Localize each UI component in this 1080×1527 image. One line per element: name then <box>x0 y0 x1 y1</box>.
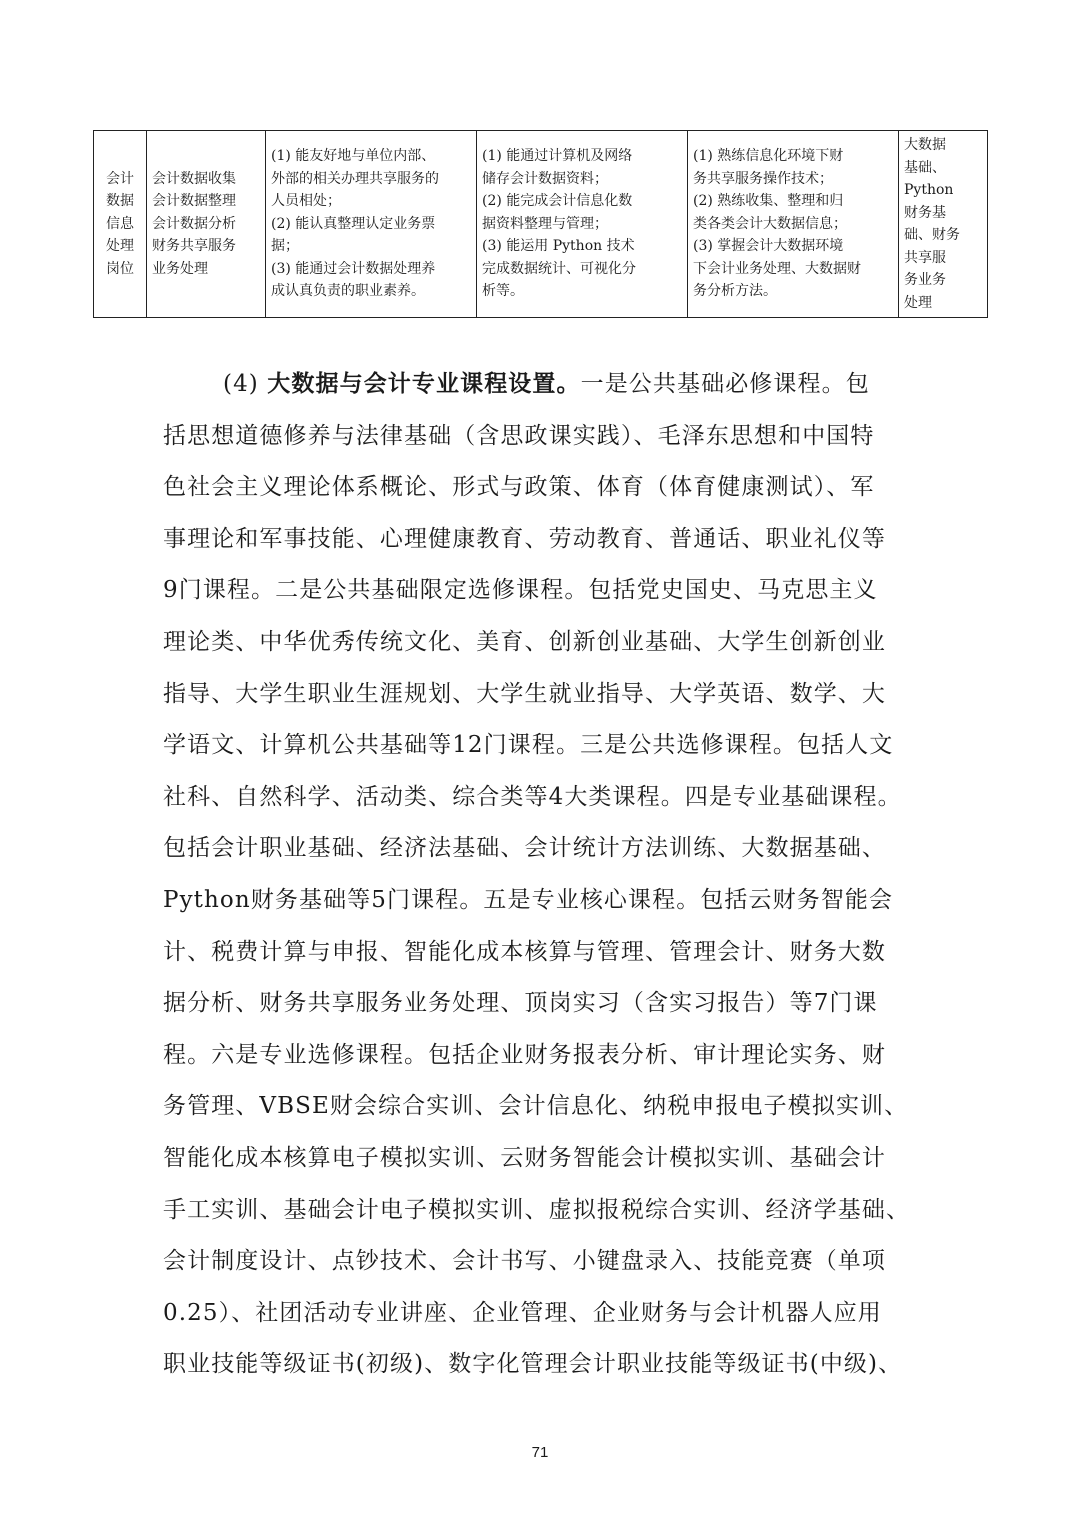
page-number: 71 <box>531 1444 549 1461</box>
text-line: 事理论和军事技能、心理健康教育、劳动教育、普通话、职业礼仪等 <box>163 525 886 552</box>
post-line: 数据 <box>106 193 134 210</box>
text-line: 学语文、计算机公共基础等12门课程。三是公共选修课程。包括人文 <box>163 732 894 759</box>
ability-cell <box>477 131 688 318</box>
task-line: 财务共享服务 <box>152 238 236 255</box>
text-line: 包括会计职业基础、经济法基础、会计统计方法训练、大数据基础、 <box>163 835 886 862</box>
quality-line: 外部的相关办理共享服务的 <box>271 170 439 187</box>
text-line: 计、税费计算与申报、智能化成本核算与管理、管理会计、财务大数 <box>163 938 886 965</box>
course-line: 务业务 <box>904 272 946 288</box>
courses-cell <box>899 131 988 318</box>
text-line: 智能化成本核算电子模拟实训、云财务智能会计模拟实训、基础会计 <box>163 1144 886 1171</box>
text-line: 括思想道德修养与法律基础（含思政课实践）、毛泽东思想和中国特 <box>163 422 875 449</box>
course-line: 基础、 <box>904 159 946 176</box>
ability-line: 据资料整理与管理； <box>482 215 608 232</box>
course-line: 财务基 <box>904 204 946 221</box>
competency-table <box>93 130 988 318</box>
quality-line: 据； <box>271 238 299 255</box>
task-line: 会计数据收集 <box>152 170 236 187</box>
course-line: Python <box>904 182 954 198</box>
text-line: 0.25）、社团活动专业讲座、企业管理、企业财务与会计机器人应用 <box>163 1299 882 1326</box>
quality-cell <box>266 131 477 318</box>
ability-line: (1) 能通过计算机及网络 <box>482 148 633 165</box>
quality-line: (3) 能通过会计数据处理养 <box>271 260 436 277</box>
task-line: 会计数据分析 <box>152 215 236 232</box>
ability-line: (3) 能运用 Python 技术 <box>482 238 635 255</box>
knowledge-line: (3) 掌握会计大数据环境 <box>693 238 844 255</box>
knowledge-line: 类各类会计大数据信息； <box>693 215 847 232</box>
course-line: 共享服 <box>904 249 946 266</box>
heading-number: (4) <box>223 371 268 397</box>
text-line: 社科、自然科学、活动类、综合类等4大类课程。四是专业基础课程。 <box>163 783 902 810</box>
table-row <box>94 131 988 318</box>
paragraph-first-line <box>163 358 923 411</box>
text-line: 据分析、财务共享服务业务处理、顶岗实习（含实习报告）等7门课 <box>163 990 878 1017</box>
course-line: 础、财务 <box>904 227 960 243</box>
post-line: 会计 <box>106 170 134 187</box>
knowledge-cell <box>688 131 899 318</box>
tasks-cell <box>147 131 266 318</box>
text-line: Python财务基础等5门课程。五是专业核心课程。包括云财务智能会 <box>163 886 894 913</box>
body-paragraph <box>163 358 923 1391</box>
ability-line: 储存会计数据资料； <box>482 170 608 187</box>
text-line: 9门课程。二是公共基础限定选修课程。包括党史国史、马克思主义 <box>163 577 878 604</box>
quality-line: 成认真负责的职业素养。 <box>271 283 425 300</box>
section-heading: 大数据与会计专业课程设置。 <box>267 370 581 397</box>
task-line: 会计数据整理 <box>152 193 236 210</box>
post-line: 岗位 <box>106 260 134 277</box>
text-line: 一是公共基础必修课程。包 <box>580 371 870 397</box>
knowledge-line: (1) 熟练信息化环境下财 <box>693 148 844 165</box>
course-line: 大数据 <box>904 137 946 153</box>
text-line: 程。六是专业选修课程。包括企业财务报表分析、审计理论实务、财 <box>163 1041 886 1068</box>
text-line: 务管理、VBSE财会综合实训、会计信息化、纳税申报电子模拟实训、 <box>163 1093 909 1120</box>
text-line: 色社会主义理论体系概论、形式与政策、体育（体育健康测试）、军 <box>163 474 875 501</box>
ability-line: (2) 能完成会计信息化数 <box>482 193 633 210</box>
post-cell <box>94 131 147 318</box>
ability-line: 完成数据统计、可视化分 <box>482 260 636 277</box>
post-line: 信息 <box>106 215 134 232</box>
quality-line: 人员相处； <box>271 193 341 210</box>
task-line: 业务处理 <box>152 260 208 277</box>
quality-line: (2) 能认真整理认定业务票 <box>271 215 436 232</box>
ability-line: 析等。 <box>482 283 524 300</box>
course-line: 处理 <box>904 294 932 311</box>
knowledge-line: (2) 熟练收集、整理和归 <box>693 193 844 210</box>
knowledge-line: 务共享服务操作技术； <box>693 170 833 187</box>
quality-line: (1) 能友好地与单位内部、 <box>271 148 436 165</box>
knowledge-line: 下会计业务处理、大数据财 <box>693 260 861 277</box>
knowledge-line: 务分析方法。 <box>693 283 777 300</box>
text-line: 会计制度设计、点钞技术、会计书写、小键盘录入、技能竞赛（单项 <box>163 1248 886 1275</box>
text-line: 职业技能等级证书(初级)、数字化管理会计职业技能等级证书(中级)、 <box>163 1351 903 1378</box>
text-line: 理论类、中华优秀传统文化、美育、创新创业基础、大学生创新创业 <box>163 628 886 655</box>
text-line: 指导、大学生职业生涯规划、大学生就业指导、大学英语、数学、大 <box>163 680 886 707</box>
post-line: 处理 <box>106 238 134 255</box>
text-line: 手工实训、基础会计电子模拟实训、虚拟报税综合实训、经济学基础、 <box>163 1196 911 1223</box>
